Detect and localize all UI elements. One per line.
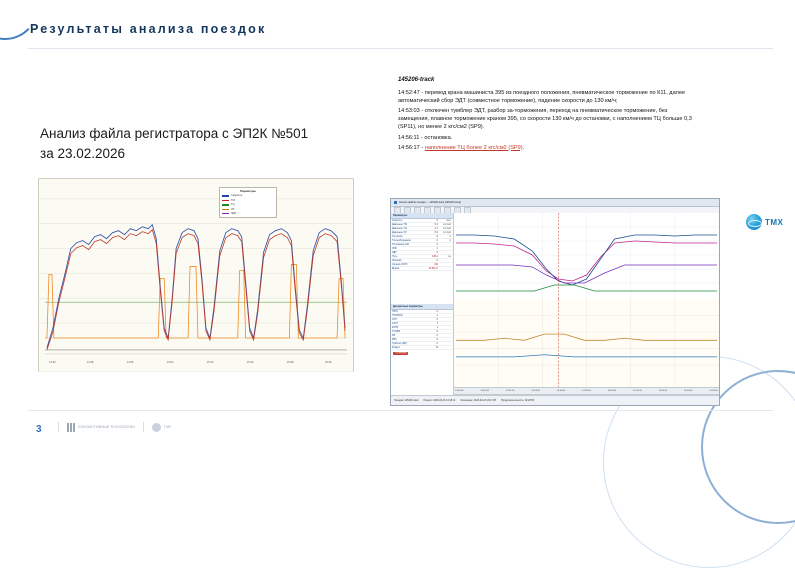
legend-label: УР (231, 207, 235, 211)
table-row (391, 267, 453, 271)
footer-logo-2-text: ТМХ (163, 425, 172, 429)
x-tick-label: 14:48 (87, 361, 94, 364)
param-name: Позиция (392, 259, 402, 262)
param-unit (438, 267, 452, 270)
param-name: ЭПТ (392, 318, 397, 321)
param-name: Реверс (392, 346, 400, 349)
param-name: Тумблер ЭДТ (392, 342, 407, 345)
parameters-sidebar (391, 213, 454, 395)
footer-logos (58, 422, 171, 432)
status-item: Окончание: 2026-02-23 16:47:08 (460, 399, 497, 402)
app-icon (394, 201, 397, 204)
param-value: 5.4 (434, 223, 438, 226)
footer-divider (28, 410, 773, 411)
param-value: 0 (436, 259, 438, 262)
parameters-panel-header: Параметры (391, 213, 453, 219)
param-unit: А (449, 239, 451, 242)
time-label: 15:08:00 (709, 390, 718, 392)
param-unit: кгс/см2 (443, 227, 451, 230)
x-tick-label: 15:12 (207, 361, 214, 364)
legend-item (222, 203, 274, 206)
param-name: РБ (392, 334, 396, 337)
status-item: Поездка: 145206-track (394, 399, 419, 402)
param-value: 5.3 (434, 231, 438, 234)
status-item: Продолжительность: 02:28:56 (501, 399, 535, 402)
trip-chart-panel (38, 178, 354, 372)
notes-line-highlighted: 14:56:17 - наполнение ТЦ более 2 кгс/см2 (SP9). (398, 144, 525, 151)
param-value: 14:56:17 (428, 267, 438, 270)
param-name: Скорость (392, 219, 403, 222)
chart-legend-title: Параметры (240, 189, 256, 193)
param-unit (438, 322, 452, 325)
analysis-notes (398, 76, 698, 154)
notes-line: 14:56:11 - остановка. (398, 134, 453, 141)
legend-label: Скорость (231, 194, 243, 198)
param-value: 1 (436, 314, 438, 317)
status-item: Начало: 2026-02-23 14:18:12 (423, 399, 456, 402)
footer-separator (143, 422, 144, 432)
screenshot-title: Анализ файла поездки — 145206-track [145206-track] (399, 201, 461, 204)
param-value: 0 (436, 334, 438, 337)
caption-line-2: за 23.02.2026 (40, 146, 126, 161)
time-label: 14:48:00 (455, 390, 464, 392)
param-unit (438, 251, 452, 254)
param-name: Ток возбуждения (392, 239, 411, 242)
param-unit: кгс/см2 (443, 223, 451, 226)
param-value: 145.2 (432, 255, 438, 258)
bars-icon (67, 423, 75, 432)
tmx-logo (746, 214, 783, 230)
param-unit (438, 314, 452, 317)
footer-logo-2 (152, 423, 172, 432)
param-unit (438, 263, 452, 266)
footer-separator (58, 422, 59, 432)
param-unit (438, 330, 452, 333)
time-label: 14:54:00 (531, 390, 540, 392)
param-value: 1 (436, 322, 438, 325)
param-value: 0 (436, 310, 438, 313)
param-unit (438, 259, 452, 262)
circle-icon (152, 423, 161, 432)
time-label: 15:02:00 (633, 390, 642, 392)
title-divider (28, 48, 773, 49)
x-tick-label: 14:56 (127, 361, 134, 364)
param-name: РБС (392, 338, 397, 341)
time-label: 14:56:00 (556, 390, 566, 392)
globe-icon (746, 214, 762, 230)
graph-top-svg (454, 213, 719, 299)
x-tick-label: 15:04 (167, 361, 174, 364)
param-unit: км (448, 255, 451, 258)
x-tick-label: 15:20 (247, 361, 254, 364)
legend-item (222, 208, 274, 211)
param-unit (438, 310, 452, 313)
param-value: КЖ (434, 263, 438, 266)
graphs-area (454, 213, 719, 395)
param-value: 1 (436, 326, 438, 329)
graph-bottom[interactable] (454, 299, 719, 395)
time-label: 14:50:00 (480, 390, 489, 392)
param-name: Путь (392, 255, 398, 258)
param-value: 0 (436, 219, 438, 222)
param-unit (438, 243, 452, 246)
param-name: ТЯГА (392, 310, 398, 313)
param-value: 0 (436, 251, 438, 254)
legend-label: ЭДТ (231, 212, 237, 216)
param-name: ЭПК (392, 247, 397, 250)
time-axis (454, 387, 719, 394)
alert-badge: Остановка (395, 352, 407, 354)
param-value: 0 (436, 338, 438, 341)
footer-logo-1 (67, 423, 135, 432)
discrete-parameters-table (391, 310, 453, 395)
time-label: 14:52:00 (505, 390, 515, 392)
legend-label: ТЦ (231, 203, 235, 207)
graph-top[interactable] (454, 213, 719, 300)
param-unit (438, 247, 452, 250)
param-unit (438, 346, 452, 349)
tmx-logo-text: ТМХ (765, 217, 784, 227)
time-label: 15:06:00 (683, 390, 693, 392)
graph-bottom-svg (454, 299, 719, 394)
param-unit (438, 326, 452, 329)
param-value: 2.1 (434, 227, 438, 230)
param-value: В (436, 346, 438, 349)
param-unit: А (449, 235, 451, 238)
legend-item (222, 194, 274, 197)
discrete-panel-header: Дискретные параметры (391, 304, 453, 310)
param-value: 0 (436, 330, 438, 333)
screenshot-titlebar (391, 199, 719, 207)
param-unit (438, 334, 452, 337)
param-value: 1 (436, 247, 438, 250)
param-name: Давление ТЦ (392, 227, 407, 230)
param-value: 0 (436, 318, 438, 321)
param-value: 0 (436, 235, 438, 238)
param-name: Положение КМ (392, 243, 409, 246)
param-name: Давление ТМ (392, 223, 407, 226)
page-number: 3 (36, 424, 42, 435)
footer-logo-1-text: ЛОКОМОТИВНЫЕ ТЕХНОЛОГИИ (78, 425, 135, 429)
param-name: КЛУБ (392, 326, 399, 329)
recorder-software-screenshot (390, 198, 720, 406)
page-title: Результаты анализа поездок (30, 22, 267, 36)
notes-line: 14:53:03 - отключен тумблер ЭДТ, разбор за-торможения, переход на пневматическое торможение, без замещения, плавное торможение краном 395, со скорости 130 км/ч до остановки, с наполнением ТЦ больше 0,3 (SP11), но менее 2 кгс/см2 (SP9). (398, 108, 692, 131)
param-unit (438, 342, 452, 345)
trip-chart-svg (39, 179, 353, 372)
param-name: ЭДТ (392, 251, 397, 254)
param-unit: км/ч (446, 219, 451, 222)
param-name: Ток якоря (392, 235, 403, 238)
param-unit: кгс/см2 (443, 231, 451, 234)
parameters-table (391, 219, 453, 304)
param-value: 0 (436, 342, 438, 345)
param-name: Сигнал АЛСН (392, 263, 408, 266)
param-value: 6 (436, 243, 438, 246)
param-value: 0 (436, 239, 438, 242)
notes-header: 145206-track (398, 77, 435, 83)
legend-item (222, 212, 274, 215)
param-unit (438, 318, 452, 321)
x-tick-label: 15:36 (325, 361, 332, 364)
param-name: САУТ (392, 322, 399, 325)
analysis-caption (40, 124, 340, 164)
param-name: ТСКБМ (392, 330, 401, 333)
time-label: 14:58:00 (582, 390, 591, 392)
param-name: Время (392, 267, 400, 270)
time-label: 15:00:00 (607, 390, 617, 392)
param-name: Давление УР (392, 231, 407, 234)
x-tick-label: 15:28 (287, 361, 294, 364)
legend-label: ТМ (231, 198, 235, 202)
notes-line: 14:52:47 - перевод крана машиниста 395 из поездного положения, пневматическое торможение по К11, далее автоматический сбор ЭДТ (совместное торможение), падение скорости до 130 км/ч; (398, 90, 686, 105)
x-tick-label: 14:40 (49, 361, 56, 364)
screenshot-body (391, 213, 719, 395)
status-bar (391, 395, 719, 405)
param-unit (438, 338, 452, 341)
legend-item (222, 199, 274, 202)
param-name: ТОРМОЖ (392, 314, 403, 317)
chart-legend (219, 187, 277, 218)
caption-line-1: Анализ файла регистратора с ЭП2К №501 (40, 126, 309, 141)
time-label: 15:04:00 (658, 390, 668, 392)
notes-highlight: наполнение ТЦ более 2 кгс/см2 (SP9) (424, 144, 523, 151)
